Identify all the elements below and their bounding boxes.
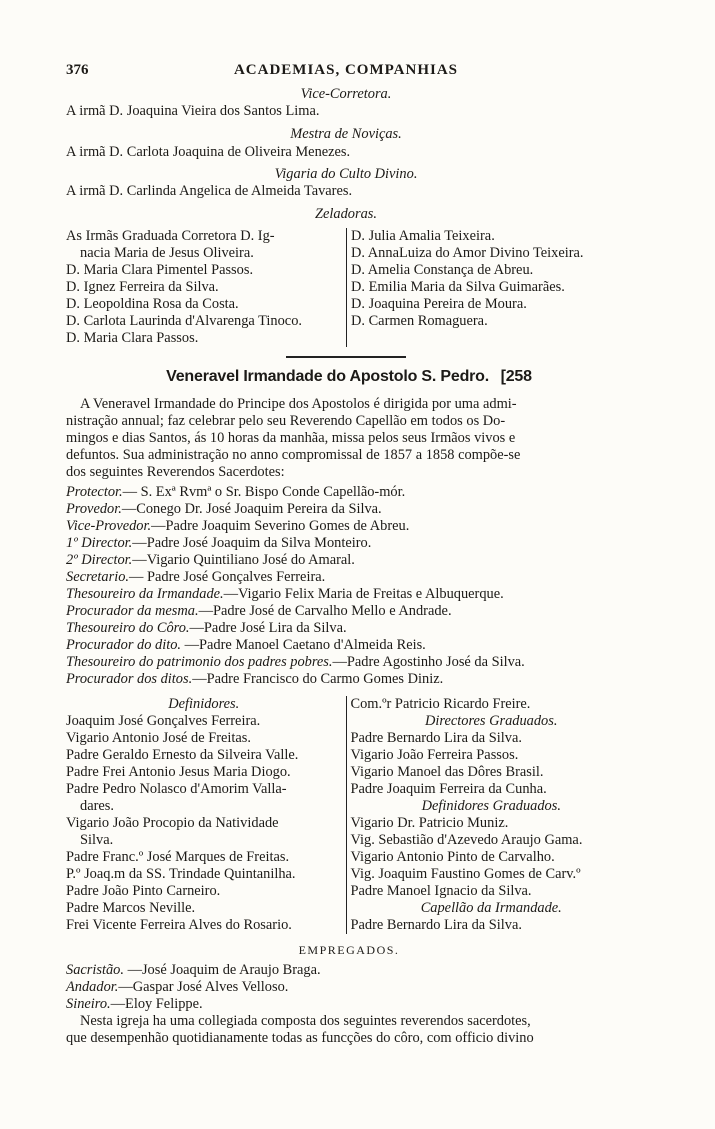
list-item: Padre Bernardo Lira da Silva. [350, 917, 522, 933]
list-item: As Irmãs Graduada Corretora D. Ig- [66, 228, 275, 244]
employee-row: Andador.—Gaspar José Alves Velloso. [66, 979, 289, 995]
column-heading: Definidores. [168, 696, 240, 712]
empregados-heading: EMPREGADOS. [298, 943, 400, 957]
officer-row: Thesoureiro da Irmandade.—Vigario Felix Maria de Freitas e Albuquerque. [66, 586, 504, 602]
list-item: D. Maria Clara Passos. [66, 330, 199, 346]
list-item: D. Emilia Maria da Silva Guimarães. [351, 279, 565, 295]
list-item: D. Ignez Ferreira da Silva. [66, 279, 219, 295]
list-item: dares. [80, 798, 114, 814]
list-item: D. Julia Amalia Teixeira. [351, 228, 495, 244]
list-item: D. Carmen Romaguera. [351, 313, 488, 329]
list-item: Vigario Antonio José de Freitas. [66, 730, 251, 746]
officer-row: 2º Director.—Vigario Quintiliano José do Amaral. [66, 552, 355, 568]
section-divider [286, 356, 406, 358]
paragraph-line: que desempenhão quotidianamente todas as funcções do côro, com officio divino [66, 1030, 534, 1046]
list-item: Vig. Joaquim Faustino Gomes de Carv.º [350, 866, 581, 882]
list-item: Padre João Pinto Carneiro. [66, 883, 221, 899]
definidores-columns [66, 696, 632, 934]
section-ref: [258 [500, 368, 532, 385]
list-item: Padre Franc.º José Marques de Freitas. [66, 849, 290, 865]
list-item: D. AnnaLuiza do Amor Divino Teixeira. [351, 245, 584, 261]
column-heading: Capellão da Irmandade. [420, 900, 562, 916]
officer-row: Protector.— S. Exª Rvmª o Sr. Bispo Conde Capellão-mór. [66, 484, 406, 500]
zeladoras-columns [66, 228, 632, 347]
list-item: Padre Geraldo Ernesto da Silveira Valle. [66, 747, 299, 763]
list-item: Padre Pedro Nolasco d'Amorim Valla- [66, 781, 287, 797]
officer-row: 1º Director.—Padre José Joaquim da Silva Monteiro. [66, 535, 372, 551]
list-item: P.º Joaq.m da SS. Trindade Quintanilha. [66, 866, 296, 882]
list-item: Vigario Antonio Pinto de Carvalho. [350, 849, 555, 865]
definidores-left [66, 696, 347, 934]
list-item: nacia Maria de Jesus Oliveira. [80, 245, 254, 261]
list-item: D. Joaquina Pereira de Moura. [351, 296, 527, 312]
officer-row: Thesoureiro do Côro.—Padre José Lira da Silva. [66, 620, 347, 636]
officer-row: Procurador da mesma.—Padre José de Carvalho Mello e Andrade. [66, 603, 452, 619]
empregados-list [66, 962, 632, 1047]
running-head: ACADEMIAS, COMPANHIAS [233, 62, 459, 78]
zeladoras-right [347, 228, 584, 347]
officer-row: Procurador do dito. —Padre Manoel Caetano d'Almeida Reis. [66, 637, 426, 653]
officer-row: Provedor.—Conego Dr. José Joaquim Pereira da Silva. [66, 501, 382, 517]
column-heading: Directores Graduados. [425, 713, 558, 729]
list-item: D. Leopoldina Rosa da Costa. [66, 296, 239, 312]
intro-paragraph: A Veneravel Irmandade do Principe dos Apostolos é dirigida por uma admi- nistração annual; faz celebrar pelo seu Reverendo Capellão em todos os Do- mingos e dias Santos, ás 10 horas da manhãa, missa pelos seus Irmãos vivos e defuntos. Sua administração no anno compromissal de 1857 a 1858 compõe-se dos seguintes Reverendos Sacerdotes: [66, 396, 521, 480]
list-item: Vig. Sebastião d'Azevedo Araujo Gama. [350, 832, 583, 848]
list-item: Vigario João Ferreira Passos. [350, 747, 519, 763]
list-item: D. Amelia Constança de Abreu. [351, 262, 534, 278]
list-item: Vigario João Procopio da Natividade [66, 815, 279, 831]
heading-mestra: Mestra de Noviças. [290, 126, 402, 142]
list-item: Vigario Dr. Patricio Muniz. [350, 815, 509, 831]
definidores-right [347, 696, 633, 934]
heading-zeladoras: Zeladoras. [315, 206, 377, 222]
list-item: Com.ºr Patricio Ricardo Freire. [350, 696, 531, 712]
officer-row: Secretario.— Padre José Gonçalves Ferreira. [66, 569, 326, 585]
heading-vice-corretora: Vice-Corretora. [300, 86, 392, 102]
list-item: Vigario Manoel das Dôres Brasil. [350, 764, 544, 780]
list-item: Joaquim José Gonçalves Ferreira. [66, 713, 261, 729]
employee-row: Sineiro.—Eloy Felippe. [66, 996, 203, 1012]
list-item: D. Maria Clara Pimentel Passos. [66, 262, 254, 278]
officer-row: Thesoureiro do patrimonio dos padres pobres.—Padre Agostinho José da Silva. [66, 654, 525, 670]
page-number: 376 [66, 62, 89, 78]
list-item: Padre Manoel Ignacio da Silva. [350, 883, 532, 899]
line-vice-corretora: A irmã D. Joaquina Vieira dos Santos Lima. [66, 103, 320, 119]
line-vigaria: A irmã D. Carlinda Angelica de Almeida Tavares. [66, 183, 353, 199]
heading-vigaria: Vigaria do Culto Divino. [274, 166, 418, 182]
list-item: Padre Bernardo Lira da Silva. [350, 730, 522, 746]
list-item: Padre Frei Antonio Jesus Maria Diogo. [66, 764, 291, 780]
officer-row: Vice-Provedor.—Padre Joaquim Severino Gomes de Abreu. [66, 518, 410, 534]
line-mestra: A irmã D. Carlota Joaquina de Oliveira Menezes. [66, 144, 351, 160]
list-item: Frei Vicente Ferreira Alves do Rosario. [66, 917, 292, 933]
list-item: D. Carlota Laurinda d'Alvarenga Tinoco. [66, 313, 302, 329]
list-item: Padre Marcos Neville. [66, 900, 196, 916]
list-item: Padre Joaquim Ferreira da Cunha. [350, 781, 547, 797]
officers-list [66, 484, 632, 688]
zeladoras-left [66, 228, 347, 347]
section-title: Veneravel Irmandade do Apostolo S. Pedro. [258 [166, 368, 532, 385]
page-header [66, 62, 626, 82]
employee-row: Sacristão. —José Joaquim de Araujo Braga. [66, 962, 321, 978]
list-item: Silva. [80, 832, 114, 848]
paragraph-line: Nesta igreja ha uma collegiada composta dos seguintes reverendos sacerdotes, [80, 1013, 531, 1029]
column-heading: Definidores Graduados. [421, 798, 561, 814]
officer-row: Procurador dos ditos.—Padre Francisco do Carmo Gomes Diniz. [66, 671, 444, 687]
